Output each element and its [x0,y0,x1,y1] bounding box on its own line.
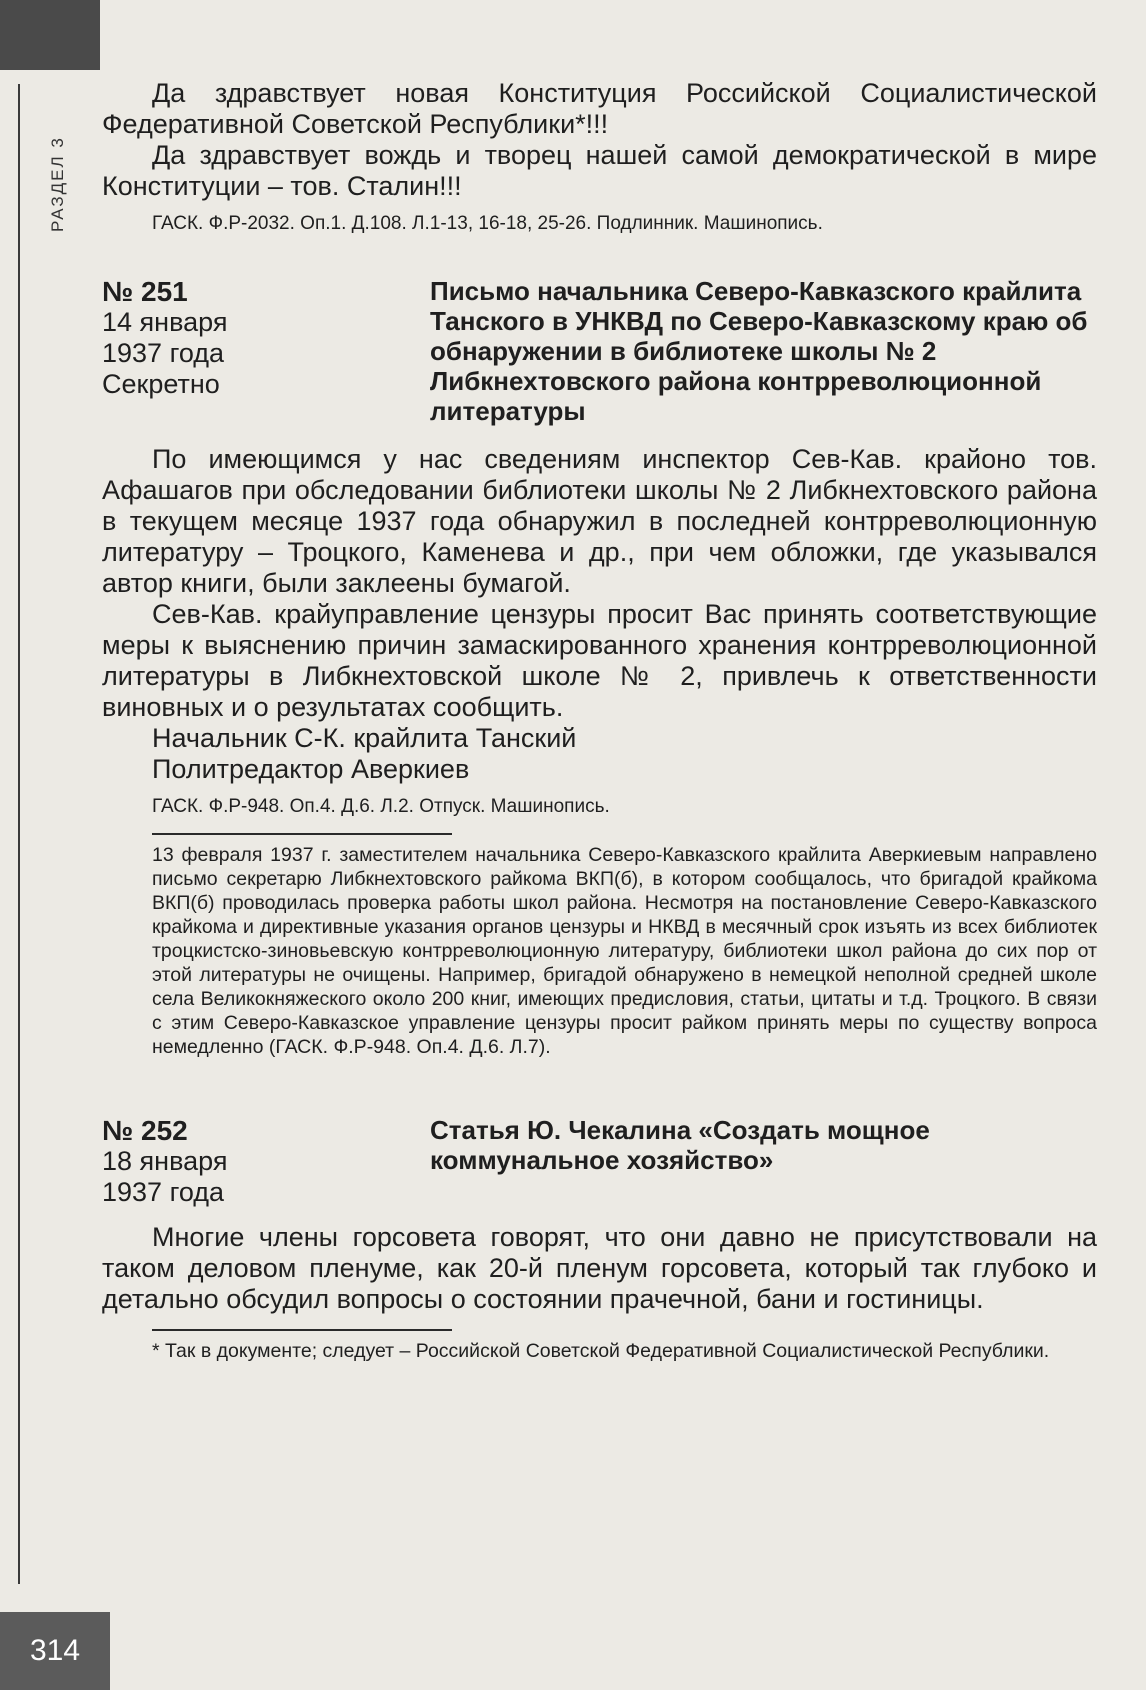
page-number: 314 [0,1612,110,1690]
doc-251-signature-chief: Начальник С-К. крайлита Танский [152,723,577,753]
corner-block [0,0,100,70]
doc-251-classification: Секретно [102,369,220,399]
doc-251-paragraph-2: Сев-Кав. крайуправление цензуры просит Вас принять соответствующие меры к выяснению причин замаскированного хранения контрреволюционной литературы в Либкнехтовской школе № 2, привлечь к ответственности виновных и о результатах сообщить. [102,599,1097,722]
margin-rule [18,84,20,1584]
section-label: РАЗДЕЛ 3 [48,136,67,232]
doc-251-meta [102,276,430,426]
doc-251-note: 13 февраля 1937 г. заместителем начальника Северо-Кавказского крайлита Аверкиевым направлено письмо секретарю Либкнехтовского райкома ВКП(б), в котором сообщалось, что бригадой крайкома ВКП(б) проводилась проверка работы школ района. Несмотря на постановление Северо-Кавказского крайкома и директивные указания органов цензуры и НКВД в месячный срок изъять из всех библиотек троцкистско-зиновьевскую контрреволюционную литературу, библиотеки школ района до сих пор от этой литературы не очищены. Например, бригадой обнаружено в немецкой неполной средней школе села Великокняжеского около 200 книг, имеющих предисловия, статьи, цитаты и т.д. Троцкого. В связи с этим Северо-Кавказское управление цензуры просит райком принять меры по существу вопроса немедленно (ГАСК. Ф.Р-948. Оп.4. Д.6. Л.7). [152,844,1097,1058]
page-content [102,78,1097,1363]
intro-source: ГАСК. Ф.Р-2032. Оп.1. Д.108. Л.1-13, 16-18, 25-26. Подлинник. Машинопись. [152,213,823,234]
intro-paragraph-1: Да здравствует новая Конституция Российской Социалистической Федеративной Советской Республики*!!! [102,78,1097,139]
intro-paragraph-2: Да здравствует вождь и творец нашей самой демократической в мире Конституции – тов. Сталин!!! [102,140,1097,201]
doc-252-meta [102,1115,430,1208]
doc-251-signature-editor: Политредактор Аверкиев [152,754,470,784]
doc-251-date-year: 1937 года [102,338,225,368]
doc-252-paragraph-1: Многие члены горсовета говорят, что они давно не присутствовали на таком деловом пленуме, как 20-й пленум горсовета, который так глубоко и детально обсудил вопросы о состоянии прачечной, бани и гостиницы. [102,1222,1097,1314]
doc-251-date-day: 14 января [102,307,228,337]
doc-252-number: № 252 [102,1115,188,1146]
doc-252-date-day: 18 января [102,1146,228,1176]
footnote: * Так в документе; следует – Российской Советской Федеративной Социалистической Республики. [152,1340,1050,1362]
doc-251-title: Письмо начальника Северо-Кавказского крайлита Танского в УНКВД по Северо-Кавказскому краю об обнаружении в библиотеке школы № 2 Либкнехтовского района контрреволюционной литературы [430,276,1088,426]
note-divider [152,833,452,835]
doc-252-date-year: 1937 года [102,1177,225,1207]
doc-252-header [102,1115,1097,1208]
footnote-divider [152,1329,452,1331]
doc-251-source: ГАСК. Ф.Р-948. Оп.4. Д.6. Л.2. Отпуск. Машинопись. [152,796,610,817]
doc-251-header [102,276,1097,426]
doc-251-paragraph-1: По имеющимся у нас сведениям инспектор Сев-Кав. крайоно тов. Афашагов при обследовании библиотеки школы № 2 Либкнехтовского района в текущем месяце 1937 года обнаружил в последней контрреволюционную литературу – Троцкого, Каменева и др., при чем обложки, где указывался автор книги, были заклеены бумагой. [102,444,1097,598]
doc-251-number: № 251 [102,276,188,307]
doc-252-title: Статья Ю. Чекалина «Создать мощное коммунальное хозяйство» [430,1115,930,1175]
